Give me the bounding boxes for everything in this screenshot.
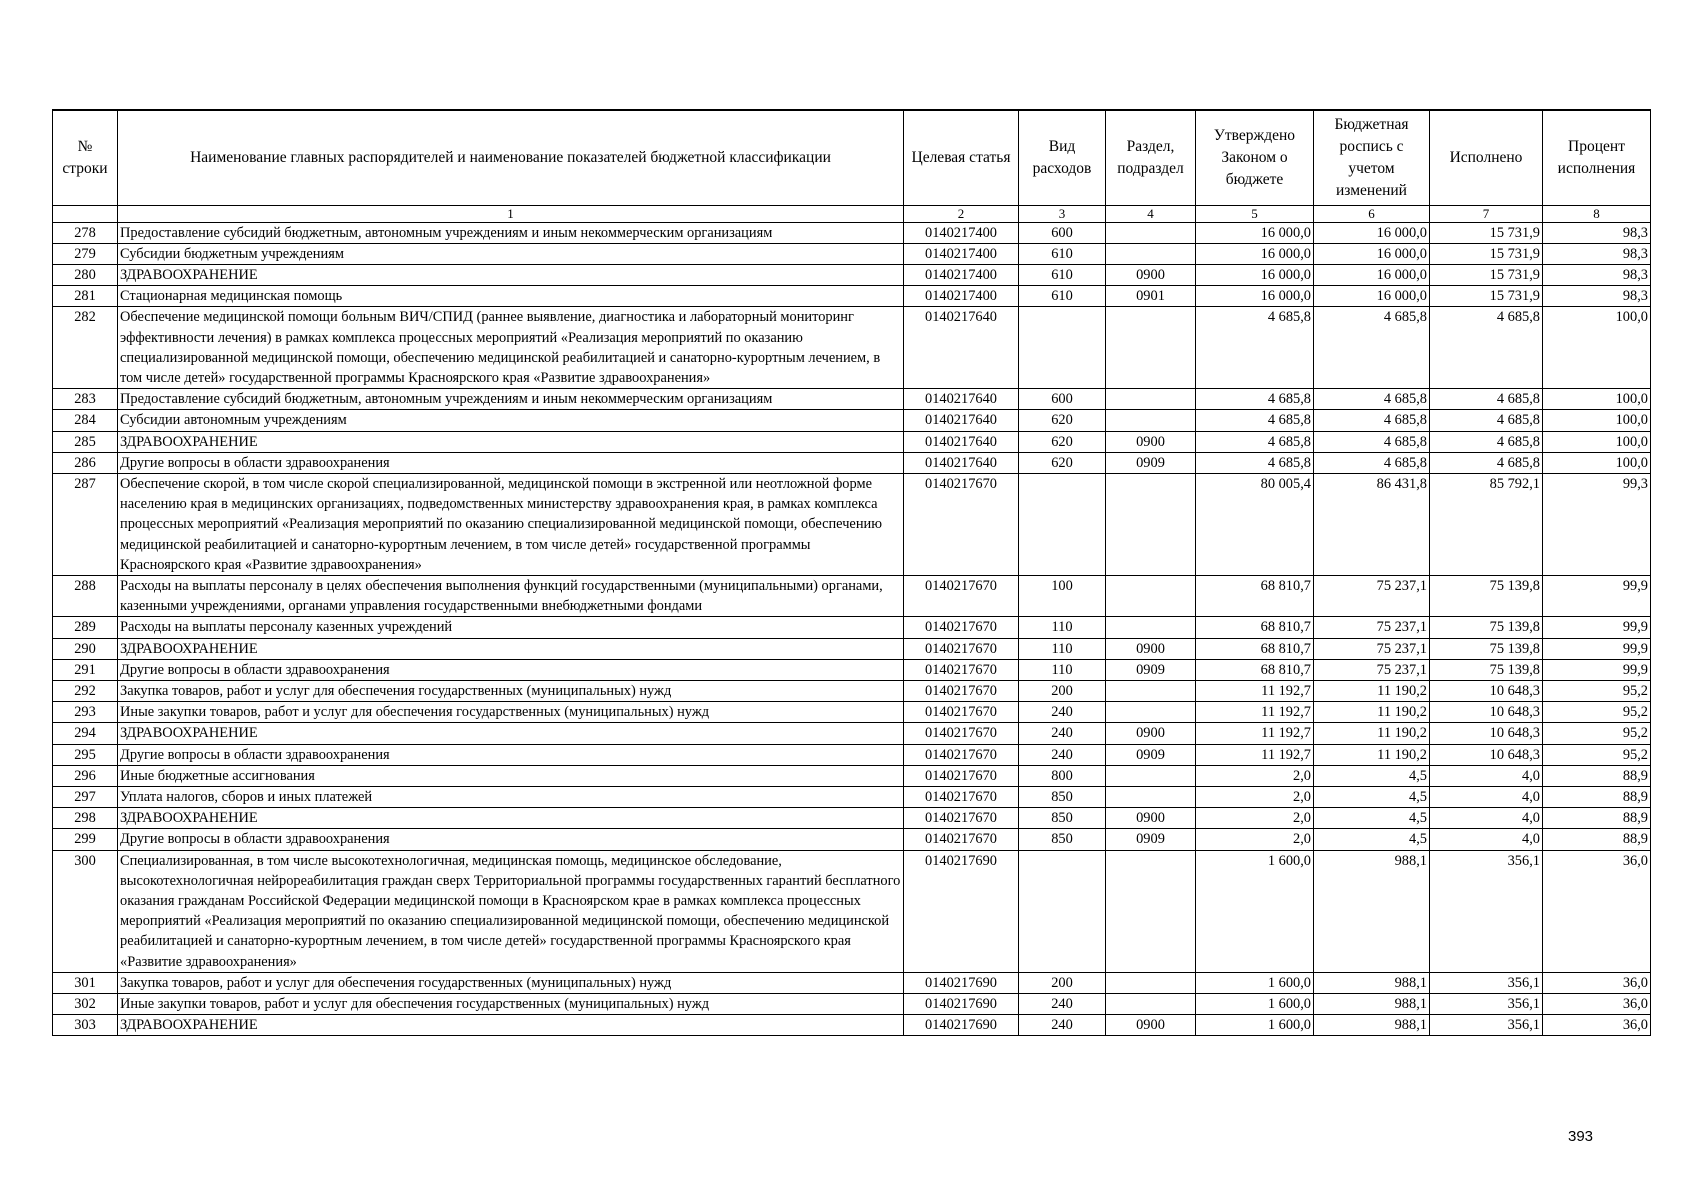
- approved-amount-cell: 2,0: [1196, 765, 1314, 786]
- column-number-blank: [53, 205, 118, 222]
- approved-amount-cell: 68 810,7: [1196, 575, 1314, 616]
- approved-amount-cell: 11 192,7: [1196, 702, 1314, 723]
- header-executed: Исполнено: [1430, 110, 1543, 205]
- percent-cell: 99,3: [1543, 473, 1651, 575]
- executed-amount-cell: 356,1: [1430, 1015, 1543, 1036]
- executed-amount-cell: 4 685,8: [1430, 410, 1543, 431]
- approved-amount-cell: 1 600,0: [1196, 994, 1314, 1015]
- row-number-cell: 296: [53, 765, 118, 786]
- target-article-cell: 0140217670: [904, 723, 1019, 744]
- table-row: [53, 1015, 1651, 1036]
- budget-amount-cell: 4,5: [1314, 786, 1430, 807]
- percent-cell: 98,3: [1543, 286, 1651, 307]
- table-row: [53, 994, 1651, 1015]
- row-name-cell: Другие вопросы в области здравоохранения: [118, 829, 904, 850]
- header-name: Наименование главных распорядителей и наименование показателей бюджетной классификации: [118, 110, 904, 205]
- percent-cell: 36,0: [1543, 850, 1651, 972]
- percent-cell: 100,0: [1543, 410, 1651, 431]
- executed-amount-cell: 4,0: [1430, 786, 1543, 807]
- column-number: 5: [1196, 205, 1314, 222]
- section-cell: [1106, 617, 1196, 638]
- expense-type-cell: 200: [1019, 680, 1106, 701]
- expense-type-cell: 110: [1019, 659, 1106, 680]
- section-cell: [1106, 389, 1196, 410]
- approved-amount-cell: 4 685,8: [1196, 307, 1314, 389]
- executed-amount-cell: 4,0: [1430, 808, 1543, 829]
- budget-amount-cell: 16 000,0: [1314, 222, 1430, 243]
- row-name-cell: Другие вопросы в области здравоохранения: [118, 744, 904, 765]
- section-cell: 0909: [1106, 829, 1196, 850]
- budget-amount-cell: 16 000,0: [1314, 264, 1430, 285]
- percent-cell: 100,0: [1543, 452, 1651, 473]
- row-number-cell: 288: [53, 575, 118, 616]
- section-cell: [1106, 575, 1196, 616]
- target-article-cell: 0140217670: [904, 765, 1019, 786]
- row-name-cell: Иные закупки товаров, работ и услуг для обеспечения государственных (муниципальных) нужд: [118, 702, 904, 723]
- row-name-cell: Субсидии бюджетным учреждениям: [118, 243, 904, 264]
- row-name-cell: Закупка товаров, работ и услуг для обеспечения государственных (муниципальных) нужд: [118, 972, 904, 993]
- executed-amount-cell: 15 731,9: [1430, 264, 1543, 285]
- budget-table: [52, 109, 1651, 1036]
- row-name-cell: Иные закупки товаров, работ и услуг для обеспечения государственных (муниципальных) нужд: [118, 994, 904, 1015]
- budget-amount-cell: 4,5: [1314, 765, 1430, 786]
- expense-type-cell: 800: [1019, 765, 1106, 786]
- approved-amount-cell: 16 000,0: [1196, 243, 1314, 264]
- section-cell: [1106, 994, 1196, 1015]
- expense-type-cell: 100: [1019, 575, 1106, 616]
- target-article-cell: 0140217640: [904, 389, 1019, 410]
- approved-amount-cell: 1 600,0: [1196, 850, 1314, 972]
- row-number-cell: 301: [53, 972, 118, 993]
- row-name-cell: Другие вопросы в области здравоохранения: [118, 659, 904, 680]
- budget-amount-cell: 86 431,8: [1314, 473, 1430, 575]
- budget-amount-cell: 11 190,2: [1314, 744, 1430, 765]
- target-article-cell: 0140217640: [904, 431, 1019, 452]
- row-name-cell: Предоставление субсидий бюджетным, автономным учреждениям и иным некоммерческим организациям: [118, 222, 904, 243]
- expense-type-cell: 110: [1019, 617, 1106, 638]
- row-number-cell: 291: [53, 659, 118, 680]
- expense-type-cell: 240: [1019, 1015, 1106, 1036]
- row-name-cell: Расходы на выплаты персоналу казенных учреждений: [118, 617, 904, 638]
- executed-amount-cell: 10 648,3: [1430, 702, 1543, 723]
- expense-type-cell: 200: [1019, 972, 1106, 993]
- target-article-cell: 0140217690: [904, 994, 1019, 1015]
- row-name-cell: ЗДРАВООХРАНЕНИЕ: [118, 1015, 904, 1036]
- target-article-cell: 0140217690: [904, 850, 1019, 972]
- percent-cell: 95,2: [1543, 723, 1651, 744]
- budget-amount-cell: 988,1: [1314, 972, 1430, 993]
- table-row: [53, 307, 1651, 389]
- target-article-cell: 0140217670: [904, 680, 1019, 701]
- page-number: 393: [1568, 1128, 1594, 1145]
- expense-type-cell: [1019, 307, 1106, 389]
- section-cell: 0900: [1106, 723, 1196, 744]
- row-name-cell: Предоставление субсидий бюджетным, автономным учреждениям и иным некоммерческим организациям: [118, 389, 904, 410]
- approved-amount-cell: 2,0: [1196, 808, 1314, 829]
- percent-cell: 98,3: [1543, 243, 1651, 264]
- approved-amount-cell: 80 005,4: [1196, 473, 1314, 575]
- row-name-cell: Другие вопросы в области здравоохранения: [118, 452, 904, 473]
- target-article-cell: 0140217640: [904, 452, 1019, 473]
- budget-amount-cell: 4 685,8: [1314, 431, 1430, 452]
- percent-cell: 99,9: [1543, 638, 1651, 659]
- row-number-cell: 282: [53, 307, 118, 389]
- section-cell: 0909: [1106, 452, 1196, 473]
- expense-type-cell: 240: [1019, 744, 1106, 765]
- row-number-cell: 281: [53, 286, 118, 307]
- table-row: [53, 972, 1651, 993]
- row-name-cell: Иные бюджетные ассигнования: [118, 765, 904, 786]
- column-number: 4: [1106, 205, 1196, 222]
- table-row: [53, 575, 1651, 616]
- percent-cell: 98,3: [1543, 222, 1651, 243]
- row-number-cell: 284: [53, 410, 118, 431]
- header-row-number: № строки: [53, 110, 118, 205]
- row-number-cell: 295: [53, 744, 118, 765]
- percent-cell: 100,0: [1543, 307, 1651, 389]
- header-budget-schedule: Бюджетная роспись с учетом изменений: [1314, 110, 1430, 205]
- approved-amount-cell: 1 600,0: [1196, 1015, 1314, 1036]
- table-row: [53, 410, 1651, 431]
- row-name-cell: Субсидии автономным учреждениям: [118, 410, 904, 431]
- column-number: 1: [118, 205, 904, 222]
- target-article-cell: 0140217670: [904, 829, 1019, 850]
- row-name-cell: Обеспечение медицинской помощи больным ВИЧ/СПИД (раннее выявление, диагностика и лабораторный мониторинг эффективности лечения) в рамках комплекса процессных мероприятий «Реализация мероприятий по оказанию специализированной медицинской помощи, обеспечению медицинской реабилитацией и санаторно-курортным лечением, в том числе детей» государственной программы Красноярского края «Развитие здравоохранения»: [118, 307, 904, 389]
- table-row: [53, 659, 1651, 680]
- expense-type-cell: 610: [1019, 286, 1106, 307]
- section-cell: 0909: [1106, 659, 1196, 680]
- percent-cell: 100,0: [1543, 431, 1651, 452]
- section-cell: 0900: [1106, 1015, 1196, 1036]
- budget-amount-cell: 11 190,2: [1314, 723, 1430, 744]
- row-name-cell: ЗДРАВООХРАНЕНИЕ: [118, 264, 904, 285]
- budget-amount-cell: 75 237,1: [1314, 617, 1430, 638]
- row-number-cell: 294: [53, 723, 118, 744]
- table-row: [53, 264, 1651, 285]
- expense-type-cell: 620: [1019, 431, 1106, 452]
- row-number-cell: 278: [53, 222, 118, 243]
- table-row: [53, 473, 1651, 575]
- row-number-cell: 292: [53, 680, 118, 701]
- table-row: [53, 452, 1651, 473]
- percent-cell: 98,3: [1543, 264, 1651, 285]
- percent-cell: 100,0: [1543, 389, 1651, 410]
- table-row: [53, 850, 1651, 972]
- expense-type-cell: 610: [1019, 264, 1106, 285]
- row-number-cell: 289: [53, 617, 118, 638]
- approved-amount-cell: 4 685,8: [1196, 452, 1314, 473]
- target-article-cell: 0140217640: [904, 307, 1019, 389]
- approved-amount-cell: 11 192,7: [1196, 723, 1314, 744]
- target-article-cell: 0140217670: [904, 786, 1019, 807]
- table-row: [53, 431, 1651, 452]
- percent-cell: 99,9: [1543, 659, 1651, 680]
- executed-amount-cell: 75 139,8: [1430, 617, 1543, 638]
- row-number-cell: 286: [53, 452, 118, 473]
- expense-type-cell: [1019, 473, 1106, 575]
- executed-amount-cell: 356,1: [1430, 972, 1543, 993]
- expense-type-cell: 850: [1019, 808, 1106, 829]
- executed-amount-cell: 75 139,8: [1430, 575, 1543, 616]
- percent-cell: 36,0: [1543, 1015, 1651, 1036]
- budget-amount-cell: 4,5: [1314, 829, 1430, 850]
- table-row: [53, 702, 1651, 723]
- expense-type-cell: 850: [1019, 829, 1106, 850]
- percent-cell: 88,9: [1543, 765, 1651, 786]
- section-cell: [1106, 680, 1196, 701]
- budget-amount-cell: 11 190,2: [1314, 680, 1430, 701]
- approved-amount-cell: 68 810,7: [1196, 617, 1314, 638]
- section-cell: [1106, 410, 1196, 431]
- row-number-cell: 283: [53, 389, 118, 410]
- percent-cell: 88,9: [1543, 808, 1651, 829]
- approved-amount-cell: 2,0: [1196, 829, 1314, 850]
- table-body: [53, 222, 1651, 1036]
- executed-amount-cell: 356,1: [1430, 850, 1543, 972]
- row-number-cell: 297: [53, 786, 118, 807]
- header-percent: Процент исполнения: [1543, 110, 1651, 205]
- target-article-cell: 0140217670: [904, 808, 1019, 829]
- expense-type-cell: 110: [1019, 638, 1106, 659]
- section-cell: 0900: [1106, 431, 1196, 452]
- percent-cell: 95,2: [1543, 680, 1651, 701]
- header-target-article: Целевая статья: [904, 110, 1019, 205]
- executed-amount-cell: 4 685,8: [1430, 431, 1543, 452]
- budget-amount-cell: 4 685,8: [1314, 307, 1430, 389]
- table-row: [53, 638, 1651, 659]
- executed-amount-cell: 10 648,3: [1430, 680, 1543, 701]
- budget-amount-cell: 16 000,0: [1314, 243, 1430, 264]
- approved-amount-cell: 4 685,8: [1196, 431, 1314, 452]
- row-name-cell: Специализированная, в том числе высокотехнологичная, медицинская помощь, медицинское обследование, высокотехнологичная нейрореабилитация граждан сверх Территориальной программы государственных гарантий бесплатного оказания гражданам Российской Федерации медицинской помощи в Красноярском крае в рамках комплекса процессных мероприятий «Реализация мероприятий по оказанию специализированной медицинской помощи, обеспечению медицинской реабилитацией и санаторно-курортным лечением, в том числе детей» государственной программы Красноярского края «Развитие здравоохранения»: [118, 850, 904, 972]
- section-cell: [1106, 243, 1196, 264]
- column-number: 2: [904, 205, 1019, 222]
- budget-amount-cell: 4 685,8: [1314, 389, 1430, 410]
- row-name-cell: ЗДРАВООХРАНЕНИЕ: [118, 431, 904, 452]
- target-article-cell: 0140217690: [904, 972, 1019, 993]
- executed-amount-cell: 356,1: [1430, 994, 1543, 1015]
- section-cell: 0900: [1106, 808, 1196, 829]
- section-cell: [1106, 786, 1196, 807]
- target-article-cell: 0140217400: [904, 286, 1019, 307]
- approved-amount-cell: 4 685,8: [1196, 389, 1314, 410]
- percent-cell: 36,0: [1543, 994, 1651, 1015]
- column-number: 6: [1314, 205, 1430, 222]
- executed-amount-cell: 15 731,9: [1430, 222, 1543, 243]
- row-name-cell: ЗДРАВООХРАНЕНИЕ: [118, 723, 904, 744]
- approved-amount-cell: 11 192,7: [1196, 680, 1314, 701]
- table-row: [53, 786, 1651, 807]
- executed-amount-cell: 4 685,8: [1430, 389, 1543, 410]
- row-number-cell: 293: [53, 702, 118, 723]
- percent-cell: 88,9: [1543, 786, 1651, 807]
- expense-type-cell: 620: [1019, 410, 1106, 431]
- executed-amount-cell: 15 731,9: [1430, 286, 1543, 307]
- approved-amount-cell: 68 810,7: [1196, 638, 1314, 659]
- budget-amount-cell: 4,5: [1314, 808, 1430, 829]
- approved-amount-cell: 68 810,7: [1196, 659, 1314, 680]
- column-number: 3: [1019, 205, 1106, 222]
- target-article-cell: 0140217400: [904, 264, 1019, 285]
- table-row: [53, 243, 1651, 264]
- row-name-cell: ЗДРАВООХРАНЕНИЕ: [118, 808, 904, 829]
- row-number-cell: 285: [53, 431, 118, 452]
- row-number-cell: 290: [53, 638, 118, 659]
- table-row: [53, 829, 1651, 850]
- budget-amount-cell: 4 685,8: [1314, 410, 1430, 431]
- percent-cell: 99,9: [1543, 575, 1651, 616]
- approved-amount-cell: 11 192,7: [1196, 744, 1314, 765]
- expense-type-cell: 600: [1019, 222, 1106, 243]
- target-article-cell: 0140217670: [904, 638, 1019, 659]
- section-cell: 0900: [1106, 264, 1196, 285]
- table-row: [53, 222, 1651, 243]
- row-number-cell: 280: [53, 264, 118, 285]
- section-cell: [1106, 473, 1196, 575]
- executed-amount-cell: 10 648,3: [1430, 744, 1543, 765]
- executed-amount-cell: 10 648,3: [1430, 723, 1543, 744]
- executed-amount-cell: 4 685,8: [1430, 452, 1543, 473]
- executed-amount-cell: 85 792,1: [1430, 473, 1543, 575]
- table-row: [53, 744, 1651, 765]
- column-number: 7: [1430, 205, 1543, 222]
- executed-amount-cell: 4 685,8: [1430, 307, 1543, 389]
- section-cell: [1106, 307, 1196, 389]
- row-number-cell: 300: [53, 850, 118, 972]
- row-number-cell: 302: [53, 994, 118, 1015]
- section-cell: [1106, 702, 1196, 723]
- executed-amount-cell: 4,0: [1430, 765, 1543, 786]
- row-name-cell: Обеспечение скорой, в том числе скорой специализированной, медицинской помощи в экстренной или неотложной форме населению края в медицинских организациях, подведомственных министерству здравоохранения края, в рамках комплекса процессных мероприятий «Реализация мероприятий по оказанию специализированной медицинской помощи, обеспечению медицинской реабилитацией и санаторно-курортным лечением, в том числе детей» государственной программы Красноярского края «Развитие здравоохранения»: [118, 473, 904, 575]
- budget-amount-cell: 11 190,2: [1314, 702, 1430, 723]
- column-number: 8: [1543, 205, 1651, 222]
- section-cell: [1106, 972, 1196, 993]
- percent-cell: 99,9: [1543, 617, 1651, 638]
- row-number-cell: 287: [53, 473, 118, 575]
- target-article-cell: 0140217640: [904, 410, 1019, 431]
- row-name-cell: Стационарная медицинская помощь: [118, 286, 904, 307]
- executed-amount-cell: 75 139,8: [1430, 659, 1543, 680]
- expense-type-cell: 600: [1019, 389, 1106, 410]
- section-cell: [1106, 850, 1196, 972]
- table-row: [53, 389, 1651, 410]
- target-article-cell: 0140217670: [904, 702, 1019, 723]
- table-header: [53, 110, 1651, 222]
- column-number-row: [53, 205, 1651, 222]
- percent-cell: 95,2: [1543, 744, 1651, 765]
- expense-type-cell: [1019, 850, 1106, 972]
- budget-amount-cell: 988,1: [1314, 1015, 1430, 1036]
- row-name-cell: Закупка товаров, работ и услуг для обеспечения государственных (муниципальных) нужд: [118, 680, 904, 701]
- header-section: Раздел, подраздел: [1106, 110, 1196, 205]
- row-name-cell: ЗДРАВООХРАНЕНИЕ: [118, 638, 904, 659]
- target-article-cell: 0140217400: [904, 243, 1019, 264]
- table-row: [53, 765, 1651, 786]
- target-article-cell: 0140217670: [904, 617, 1019, 638]
- expense-type-cell: 620: [1019, 452, 1106, 473]
- approved-amount-cell: 16 000,0: [1196, 286, 1314, 307]
- budget-amount-cell: 75 237,1: [1314, 575, 1430, 616]
- target-article-cell: 0140217670: [904, 575, 1019, 616]
- table-row: [53, 680, 1651, 701]
- approved-amount-cell: 16 000,0: [1196, 264, 1314, 285]
- section-cell: 0909: [1106, 744, 1196, 765]
- section-cell: 0900: [1106, 638, 1196, 659]
- header-approved: Утверждено Законом о бюджете: [1196, 110, 1314, 205]
- table-row: [53, 808, 1651, 829]
- section-cell: 0901: [1106, 286, 1196, 307]
- row-number-cell: 299: [53, 829, 118, 850]
- approved-amount-cell: 16 000,0: [1196, 222, 1314, 243]
- expense-type-cell: 240: [1019, 723, 1106, 744]
- approved-amount-cell: 4 685,8: [1196, 410, 1314, 431]
- row-name-cell: Расходы на выплаты персоналу в целях обеспечения выполнения функций государственными (муниципальными) органами, казенными учреждениями, органами управления государственными внебюджетными фондами: [118, 575, 904, 616]
- table-row: [53, 617, 1651, 638]
- section-cell: [1106, 765, 1196, 786]
- budget-amount-cell: 988,1: [1314, 994, 1430, 1015]
- section-cell: [1106, 222, 1196, 243]
- table-row: [53, 286, 1651, 307]
- row-number-cell: 303: [53, 1015, 118, 1036]
- row-number-cell: 279: [53, 243, 118, 264]
- expense-type-cell: 240: [1019, 994, 1106, 1015]
- executed-amount-cell: 75 139,8: [1430, 638, 1543, 659]
- row-number-cell: 298: [53, 808, 118, 829]
- percent-cell: 88,9: [1543, 829, 1651, 850]
- budget-amount-cell: 75 237,1: [1314, 638, 1430, 659]
- budget-amount-cell: 16 000,0: [1314, 286, 1430, 307]
- target-article-cell: 0140217670: [904, 473, 1019, 575]
- approved-amount-cell: 2,0: [1196, 786, 1314, 807]
- percent-cell: 95,2: [1543, 702, 1651, 723]
- budget-amount-cell: 4 685,8: [1314, 452, 1430, 473]
- budget-amount-cell: 988,1: [1314, 850, 1430, 972]
- expense-type-cell: 240: [1019, 702, 1106, 723]
- approved-amount-cell: 1 600,0: [1196, 972, 1314, 993]
- table-row: [53, 723, 1651, 744]
- target-article-cell: 0140217400: [904, 222, 1019, 243]
- executed-amount-cell: 4,0: [1430, 829, 1543, 850]
- target-article-cell: 0140217690: [904, 1015, 1019, 1036]
- header-expense-type: Вид расходов: [1019, 110, 1106, 205]
- target-article-cell: 0140217670: [904, 744, 1019, 765]
- expense-type-cell: 610: [1019, 243, 1106, 264]
- row-name-cell: Уплата налогов, сборов и иных платежей: [118, 786, 904, 807]
- budget-amount-cell: 75 237,1: [1314, 659, 1430, 680]
- target-article-cell: 0140217670: [904, 659, 1019, 680]
- percent-cell: 36,0: [1543, 972, 1651, 993]
- expense-type-cell: 850: [1019, 786, 1106, 807]
- executed-amount-cell: 15 731,9: [1430, 243, 1543, 264]
